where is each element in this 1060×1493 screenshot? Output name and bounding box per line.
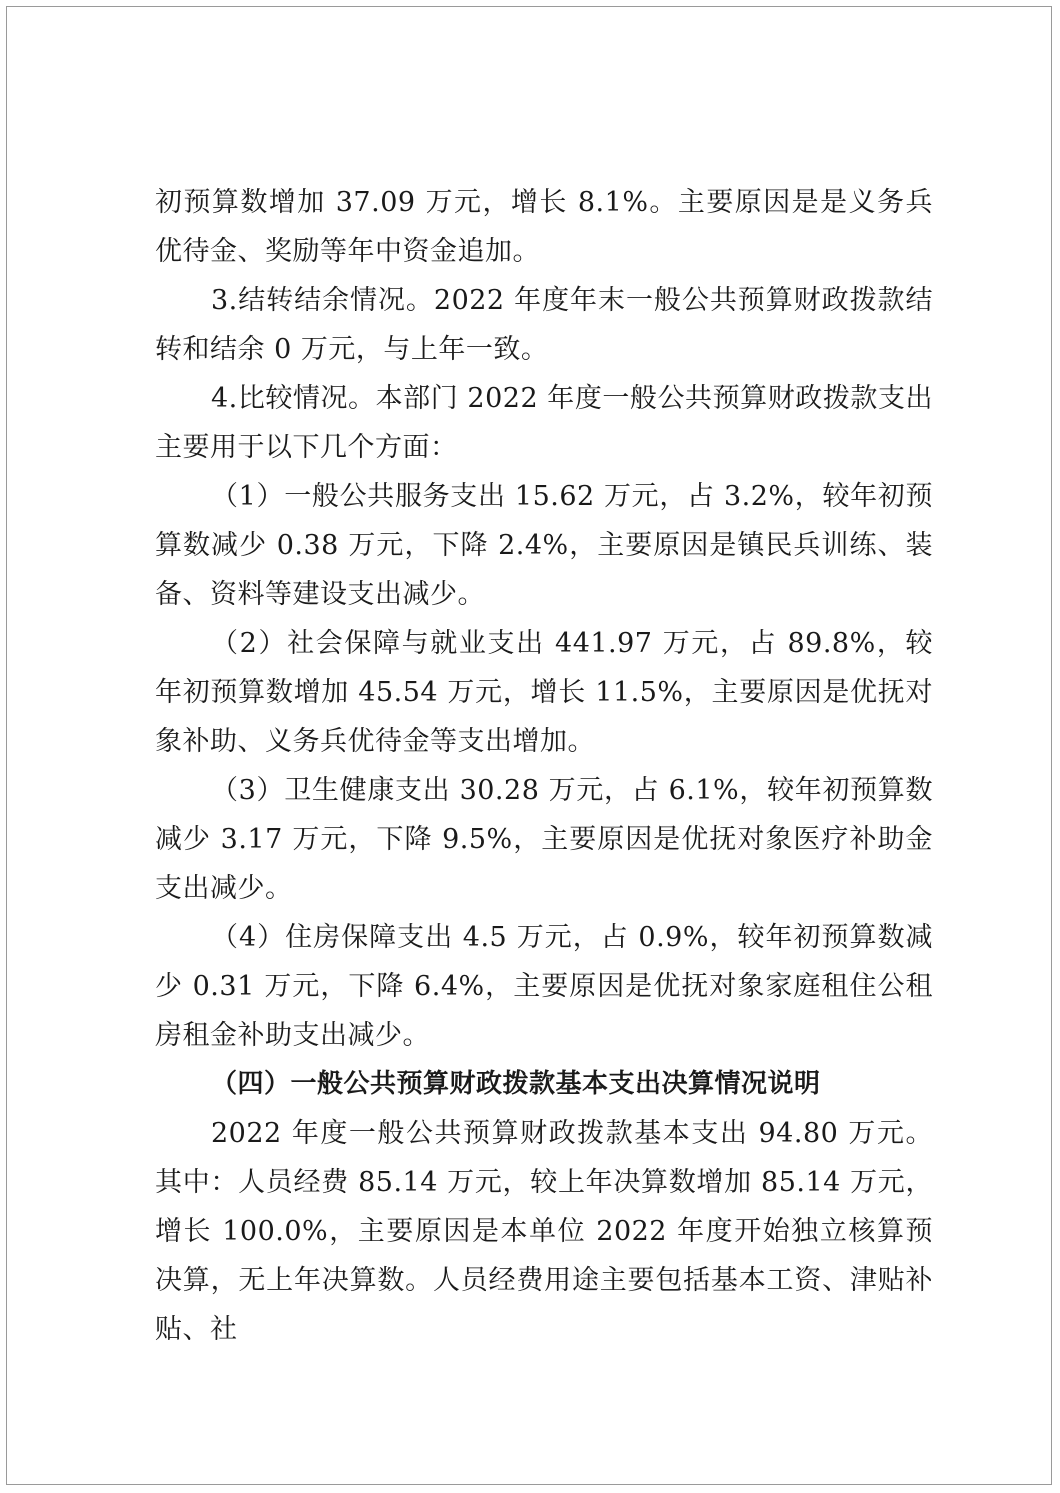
paragraph-carryover: 3.结转结余情况。2022 年度年末一般公共预算财政拨款结转和结余 0 万元，与上年一致。 xyxy=(155,285,933,365)
paragraph-social-security: （2）社会保障与就业支出 441.97 万元，占 89.8%，较年初预算数增加 45.54 万元，增长 11.5%，主要原因是优抚对象补助、义务兵优待金等支出增加。 xyxy=(155,628,933,757)
paragraph-comparison: 4.比较情况。本部门 2022 年度一般公共预算财政拨款支出主要用于以下几个方面： xyxy=(155,383,933,463)
section-heading: （四）一般公共预算财政拨款基本支出决算情况说明 xyxy=(211,1069,821,1099)
paragraph-public-services: （1）一般公共服务支出 15.62 万元，占 3.2%，较年初预算数减少 0.38 万元，下降 2.4%，主要原因是镇民兵训练、装备、资料等建设支出减少。 xyxy=(155,481,933,610)
page-frame xyxy=(6,6,1052,1485)
paragraph-budget-increase: 初预算数增加 37.09 万元，增长 8.1%。主要原因是是义务兵优待金、奖励等年中资金追加。 xyxy=(155,187,933,267)
paragraph-basic-expenditure: 2022 年度一般公共预算财政拨款基本支出 94.80 万元。其中：人员经费 85.14 万元，较上年决算数增加 85.14 万元，增长 100.0%，主要原因是本单位 2022 年度开始独立核算预决算，无上年决算数。人员经费用途主要包括基本工资、津贴补贴、社 xyxy=(155,1118,933,1345)
paragraph-housing: （4）住房保障支出 4.5 万元，占 0.9%，较年初预算数减少 0.31 万元，下降 6.4%，主要原因是优抚对象家庭租住公租房租金补助支出减少。 xyxy=(155,922,933,1051)
document-body xyxy=(155,178,933,1354)
paragraph-health: （3）卫生健康支出 30.28 万元，占 6.1%，较年初预算数减少 3.17 万元，下降 9.5%，主要原因是优抚对象医疗补助金支出减少。 xyxy=(155,775,933,904)
